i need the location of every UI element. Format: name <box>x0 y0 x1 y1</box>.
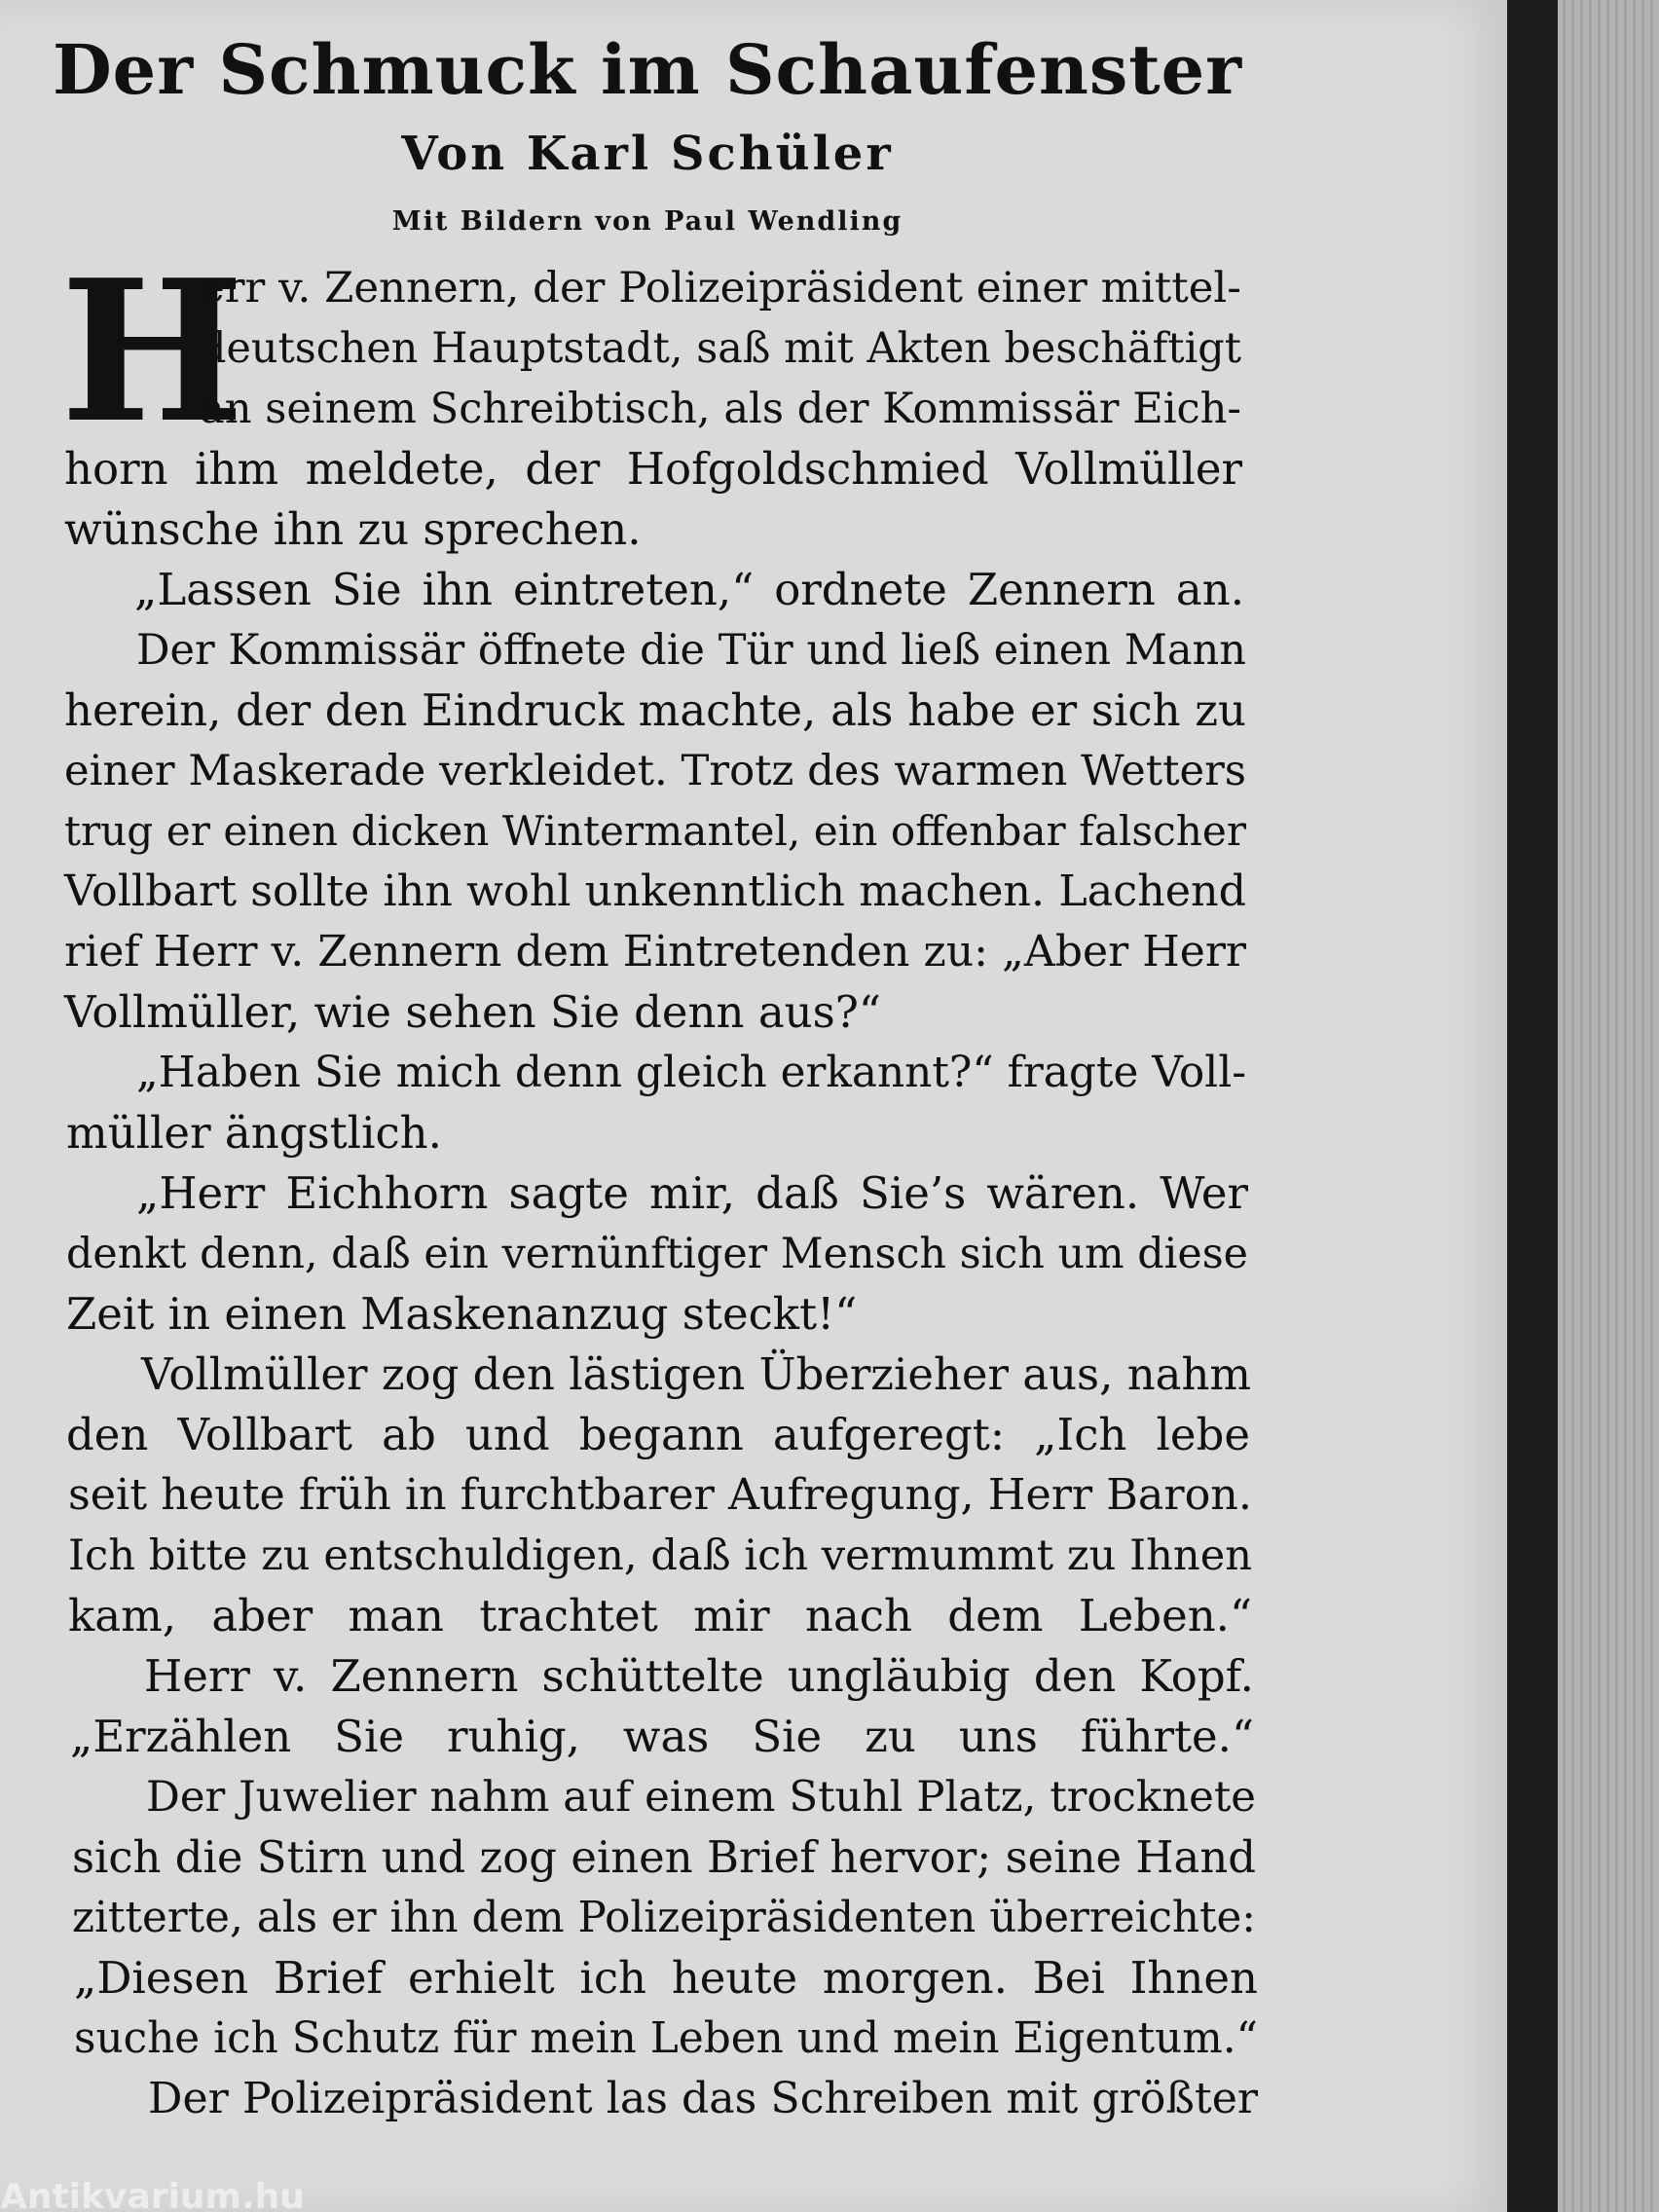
text-line: „Lassen Sie ihn eintreten,“ ordnete Zennern an. <box>134 564 1244 615</box>
text-line: Der Polizeipräsident las das Schreiben mit größter <box>148 2074 1258 2123</box>
text-line: Der Juwelier nahm auf einem Stuhl Platz, trocknete <box>146 1773 1256 1822</box>
text-line: „Erzählen Sie ruhig, was Sie zu uns führte.“ <box>70 1711 1254 1762</box>
text-line: sich die Stirn und zog einen Brief hervor; seine Hand <box>72 1831 1256 1883</box>
text-line: Zeit in einen Maskenanzug steckt!“ <box>66 1288 858 1340</box>
drop-cap: H <box>60 238 244 466</box>
text-line: Ich bitte zu entschuldigen, daß ich vermummt zu Ihnen <box>68 1531 1252 1580</box>
text-line: einer Maskerade verkleidet. Trotz des warmen Wetters <box>64 747 1246 795</box>
illustrator-credit: Mit Bildern von Paul Wendling <box>391 206 903 237</box>
text-line: „Herr Eichhorn sagte mir, daß Sie’s wären. Wer <box>136 1167 1248 1219</box>
text-line: deutschen Hauptstadt, saß mit Akten beschäftigt <box>200 324 1241 373</box>
text-line: rief Herr v. Zennern dem Eintretenden zu: „Aber Herr <box>64 927 1246 977</box>
text-line: müller ängstlich. <box>66 1107 442 1159</box>
text-line: „Diesen Brief erhielt ich heute morgen. Bei Ihnen <box>74 1952 1258 2004</box>
text-line: „Haben Sie mich denn gleich erkannt?“ fragte Voll- <box>136 1048 1246 1097</box>
text-line: horn ihm meldete, der Hofgoldschmied Vollmüller <box>64 443 1242 495</box>
text-line: den Vollbart ab und begann aufgeregt: „Ich lebe <box>66 1409 1250 1460</box>
text-line: err v. Zennern, der Polizeipräsident einer mittel- <box>200 264 1241 313</box>
text-line: Herr v. Zennern schüttelte ungläubig den Kopf. <box>144 1650 1254 1702</box>
article-author: Von Karl Schüler <box>401 127 894 181</box>
book-spine-shadow <box>1507 0 1558 2212</box>
text-line: herein, der den Eindruck machte, als habe er sich zu <box>64 684 1246 736</box>
text-line: wünsche ihn zu sprechen. <box>64 503 642 555</box>
text-line: Vollmüller zog den lästigen Überzieher aus, nahm <box>141 1348 1251 1400</box>
text-line: an seinem Schreibtisch, als der Kommissär Eich- <box>200 385 1241 433</box>
text-line: kam, aber man trachtet mir nach dem Leben.“ <box>68 1590 1252 1641</box>
text-line: denkt denn, daß ein vernünftiger Mensch sich um diese <box>66 1230 1248 1278</box>
article-title: Der Schmuck im Schaufenster <box>52 29 1243 110</box>
text-line: zitterte, als er ihn dem Polizeipräsidenten überreichte: <box>72 1894 1256 1942</box>
text-line: Der Kommissär öffnete die Tür und ließ einen Mann <box>136 626 1246 675</box>
text-line: Vollbart sollte ihn wohl unkenntlich machen. Lachend <box>64 866 1246 916</box>
text-line: suche ich Schutz für mein Leben und mein Eigentum.“ <box>74 2013 1258 2063</box>
text-line: seit heute früh in furchtbarer Aufregung, Herr Baron. <box>68 1470 1252 1520</box>
watermark: Antikvarium.hu <box>0 2177 305 2212</box>
text-line: trug er einen dicken Wintermantel, ein offenbar falscher <box>64 807 1246 855</box>
text-line: Vollmüller, wie sehen Sie denn aus?“ <box>64 986 881 1038</box>
background-surface <box>1548 0 1659 2212</box>
